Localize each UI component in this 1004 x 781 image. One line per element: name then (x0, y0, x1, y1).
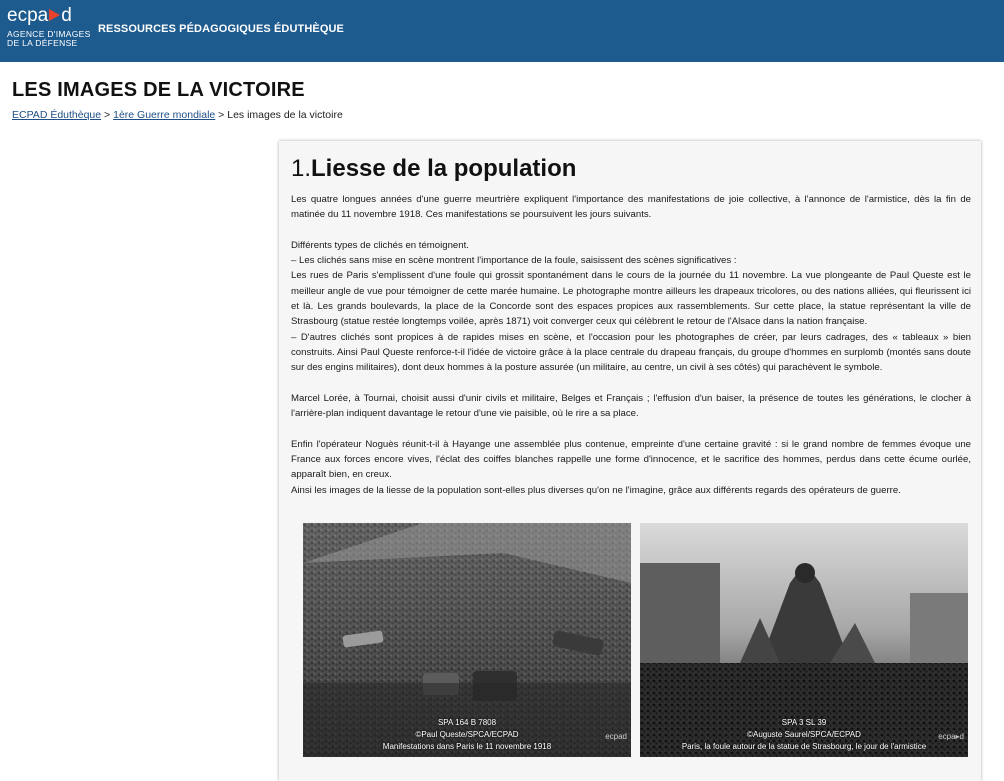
logo-text-right: d (61, 5, 72, 26)
photo-strasbourg-statue[interactable] (640, 523, 968, 757)
breadcrumb-current: Les images de la victoire (227, 109, 343, 121)
play-triangle-icon (49, 9, 60, 21)
site-title[interactable]: RESSOURCES PÉDAGOGIQUES ÉDUTHÈQUE (98, 23, 344, 35)
section-number: 1. (291, 155, 312, 182)
paragraph: Les rues de Paris s'emplissent d'une foule qui grossit spontanément dans le cours de la journée du 11 novembre. La vue plongeante de Paul Queste est le meilleur angle de vue pour témoigner de cette marée humaine. Le photographe montre ailleurs les drapeaux tricolores, ou des nations alliées, qui fleurissent ici et là. Les grands boulevards, la place de la Concorde sont des espaces propices aux rassemblements. Sur cette place, la statue représentant la ville de Strasbourg (statue restée longtemps voilée, après 1871) voit converger ceux qui célèbrent le retour de l'Alsace dans la nation française. (291, 270, 971, 328)
breadcrumb-link-home[interactable]: ECPAD Éduthèque (12, 109, 102, 121)
photo-caption-text: Paris, la foule autour de la statue de Strasbourg, le jour de l'armistice (681, 742, 927, 751)
ecpad-logo[interactable] (7, 6, 91, 48)
page-title: LES IMAGES DE LA VICTOIRE (12, 79, 305, 101)
breadcrumb-separator: > (104, 109, 111, 121)
photo-credit: ©Paul Queste/SPCA/ECPAD (415, 730, 519, 739)
section-title-text: Liesse de la population (311, 155, 577, 182)
photo-credit: ©Auguste Saurel/SPCA/ECPAD (747, 730, 861, 739)
content-card (279, 141, 981, 781)
photo-caption (640, 717, 968, 753)
paragraph: Marcel Lorée, à Tournai, choisit aussi d'unir civils et militaire, Belges et Français ; l'effusion d'un baiser, la présence de toutes les générations, le clocher à l'arrière-plan indiquent davantage le retour d'une vie paisible, où le rire a sa place. (291, 392, 971, 420)
photo-ref: SPA 3 SL 39 (781, 718, 827, 727)
paragraph: Différents types de clichés en témoignent. (291, 239, 469, 251)
photo-crowd-paris[interactable] (303, 523, 631, 757)
logo-subtitle-line2: DE LA DÉFENSE (7, 38, 78, 48)
logo-subtitle-line1: AGENCE D'IMAGES (7, 29, 91, 39)
breadcrumb-link-ww1[interactable]: 1ère Guerre mondiale (113, 109, 216, 121)
photo-caption (303, 717, 631, 753)
photo-caption-text: Manifestations dans Paris le 11 novembre 1918 (382, 742, 552, 751)
section-title (291, 155, 576, 183)
paragraph: Ainsi les images de la liesse de la population sont-elles plus diverses qu'on ne l'imagine, grâce aux différents regards des opérateurs de guerre. (291, 484, 901, 496)
logo-text-left: ecpa (7, 5, 49, 26)
paragraph: Les quatre longues années d'une guerre meurtrière expliquent l'importance des manifestations de joie collective, à l'annonce de l'armistice, dès la fin de matinée du 11 novembre 1918. Ces manifestations se poursuivent les jours suivants. (291, 194, 971, 221)
photo-watermark: ecpad (605, 732, 627, 741)
section-body (291, 192, 971, 498)
photo-ref: SPA 164 B 7808 (437, 718, 497, 727)
photo-watermark: ecpa▸d (938, 732, 964, 741)
header-bar (0, 0, 1004, 62)
paragraph: – Les clichés sans mise en scène montrent l'importance de la foule, saisissent des scènes significatives : (291, 255, 737, 267)
paragraph: Enfin l'opérateur Noguès réunit-t-il à Hayange une assemblée plus contenue, empreinte d'une certaine gravité : si le grand nombre de femmes évoque une France aux forces encore vives, l'éclat des coiffes blanches rappelle une forme d'innocence, et le sacrifice des hommes, perdus dans cette écume ourlée, apparaît bien, en creux. (291, 438, 971, 481)
breadcrumb (12, 109, 343, 121)
paragraph: – D'autres clichés sont propices à de rapides mises en scène, et l'occasion pour les photographes de créer, par leurs cadrages, des « tableaux » bien construits. Ainsi Paul Queste renforce-t-il l'idée de victoire grâce à la place centrale du drapeau français, du groupe d'hommes en surplomb (montés sans doute sur des engins militaires), dont deux hommes à la posture assurée (un militaire, au centre, un civil à ses côtés) qui parachèvent le symbole. (291, 331, 971, 374)
breadcrumb-separator: > (218, 109, 225, 121)
